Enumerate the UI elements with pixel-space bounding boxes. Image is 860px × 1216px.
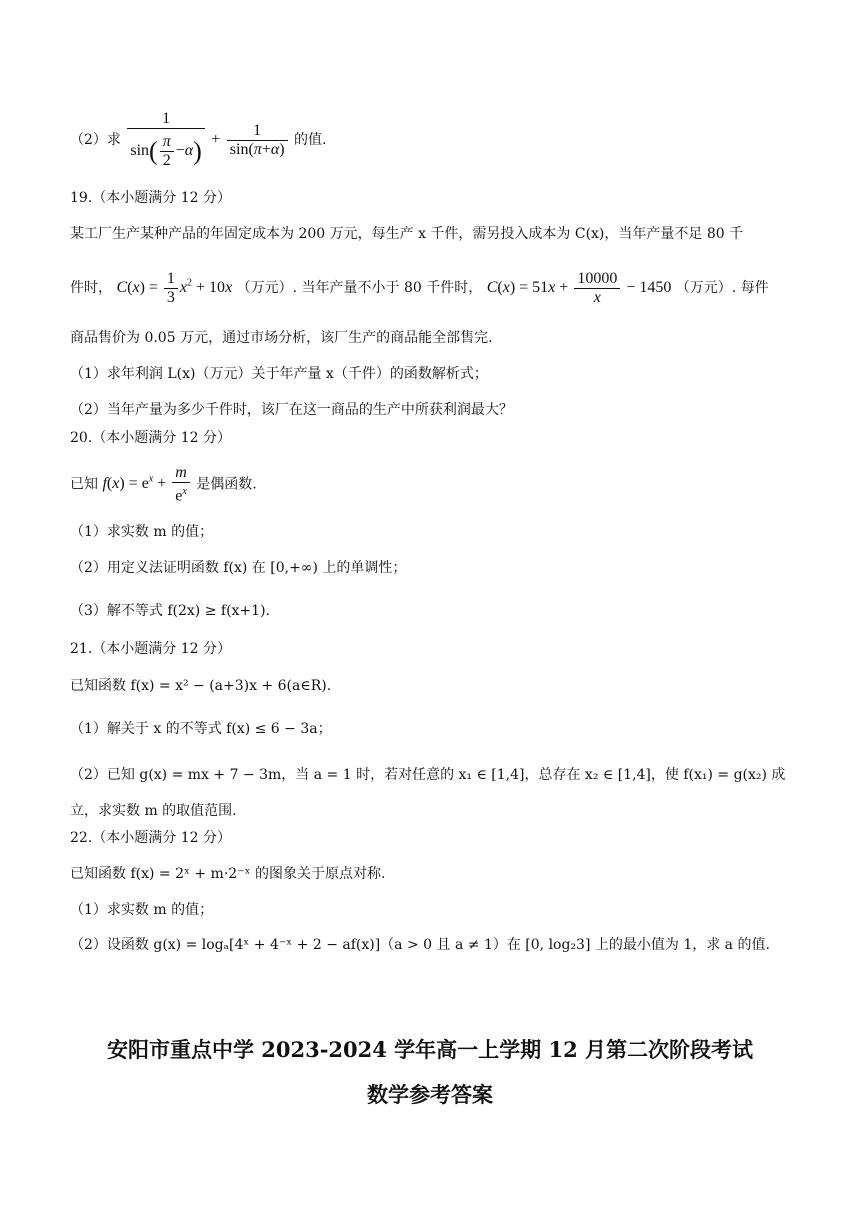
answer-title: 安阳市重点中学 2023-2024 学年高一上学期 12 月第二次阶段考试 — [106, 1037, 754, 1062]
q19-line2: 件时， C(x) = $\frac{1}{3}$ $x^2 + 10x$ （万元）. 当年产量不小于 80 千件时， C(x) = 51x + $\frac{10000}{x}$ − 1450 （万元）. 每件 — [70, 270, 769, 306]
q18-part2: （2）求 1 sin( $\frac{\pi}{2}$ −α) + $\frac{1}{\sin(\pi+\alpha)}$ 的值. — [70, 110, 327, 169]
q20-function-formula: $f(x) = e^x$ + $\frac{m}{e^x}$ — [102, 475, 191, 492]
q20-part3: （3）解不等式 f(2x) ≥ f(x+1). — [70, 603, 270, 619]
answer-subtitle: 数学参考答案 — [367, 1082, 493, 1107]
q18-fraction-1: 1 sin( $\frac{\pi}{2}$ −α) — [127, 110, 204, 170]
q19-cost-formula-1: C(x) = $\frac{1}{3}$ $x^2 + 10x$ — [116, 270, 233, 306]
q20-header: 20.（本小题满分 12 分） — [70, 430, 231, 446]
q22-part2: （2）设函数 g(x) = logₐ[4ˣ + 4⁻ˣ + 2 − af(x)]（a > 0 且 a ≠ 1）在 [0, log₂3] 上的最小值为 1，求 a 的值. — [70, 937, 770, 953]
q21-header: 21.（本小题满分 12 分） — [70, 641, 231, 657]
q19-part2: （2）当年产量为多少千件时，该厂在这一商品的生产中所获利润最大？ — [70, 402, 513, 418]
q20-part2: （2）用定义法证明函数 f(x) 在 [0,+∞) 上的单调性； — [70, 560, 407, 576]
q22-stem: 已知函数 f(x) = 2ˣ + m·2⁻ˣ 的图象关于原点对称. — [70, 866, 386, 882]
q21-stem: 已知函数 f(x) = x² − (a+3)x + 6(a∈R). — [70, 678, 332, 694]
q19-part1: （1）求年利润 L(x)（万元）关于年产量 x（千件）的函数解析式； — [70, 366, 488, 382]
q21-part2-line1: （2）已知 g(x) = mx + 7 − 3m，当 a = 1 时，若对任意的 x₁ ∈ [1,4]，总存在 x₂ ∈ [1,4]，使 f(x₁) = g(x₂) 成 — [70, 767, 786, 783]
q18-fraction-2: $\frac{1}{\sin(\pi+\alpha)}$ — [227, 122, 288, 159]
q18-part2-prefix: （2）求 — [70, 132, 121, 148]
q19-header: 19.（本小题满分 12 分） — [70, 190, 231, 206]
q19-line1: 某工厂生产某种产品的年固定成本为 200 万元，每生产 x 千件，需另投入成本为 C(x)，当年产量不足 80 千 — [70, 226, 744, 242]
q19-line3: 商品售价为 0.05 万元，通过市场分析，该厂生产的商品能全部售完. — [70, 330, 493, 346]
q22-part1: （1）求实数 m 的值； — [70, 902, 214, 918]
q20-stem: 已知 $f(x) = e^x$ + $\frac{m}{e^x}$ 是偶函数. — [70, 464, 257, 505]
q19-cost-formula-2: C(x) = 51x + $\frac{10000}{x}$ − 1450 — [486, 270, 672, 306]
q20-part1: （1）求实数 m 的值； — [70, 524, 214, 540]
q21-part1: （1）解关于 x 的不等式 f(x) ≤ 6 − 3a； — [70, 721, 332, 737]
q22-header: 22.（本小题满分 12 分） — [70, 830, 231, 846]
q18-suffix: 的值. — [294, 132, 327, 148]
q21-part2-line2: 立，求实数 m 的取值范围. — [70, 803, 237, 819]
